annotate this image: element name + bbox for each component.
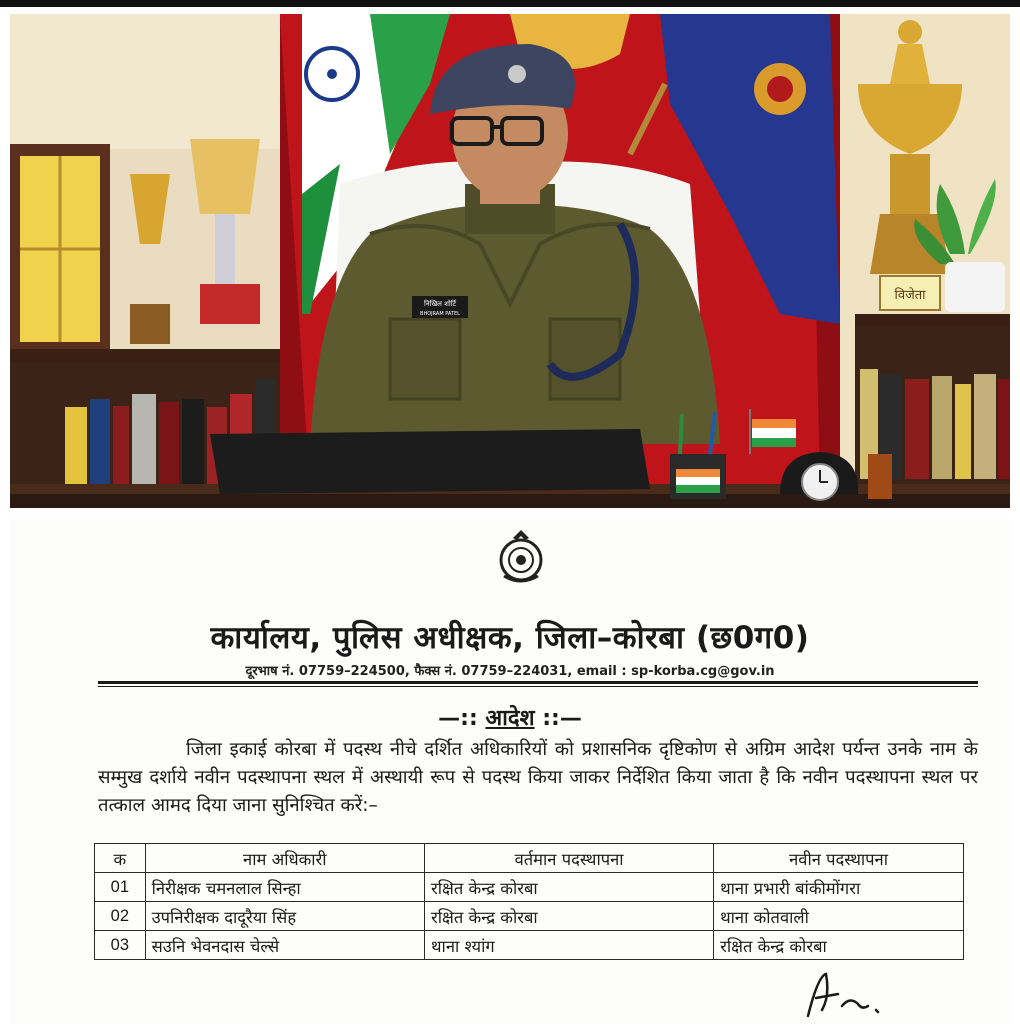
order-heading — [10, 702, 1010, 732]
table-row — [95, 931, 964, 960]
header-rule — [98, 681, 978, 684]
cell-new-posting: थाना प्रभारी बांकीमोंगरा — [714, 873, 964, 902]
contact-line: दूरभाष नं. 07759–224500, फैक्स नं. 07759–224031, email : sp-korba.cg@gov.in — [245, 664, 775, 679]
posting-table — [94, 843, 964, 960]
order-heading-left: —:: — [438, 706, 486, 731]
cell-serial: 03 — [95, 931, 146, 960]
office-title: कार्यालय, पुलिस अधीक्षक, जिला–कोरबा (छ0ग0) — [210, 620, 810, 656]
desk-ornament — [868, 454, 892, 499]
cell-serial: 02 — [95, 902, 146, 931]
header-serial: क — [95, 844, 146, 873]
order-body: जिला इकाई कोरबा में पदस्थ नीचे दर्शित अधिकारियों को प्रशासनिक दृष्टिकोण से अग्रिम आदेश पर्यन्त उनके नाम के सम्मुख दर्शाये नवीन पदस्थापना स्थल में अस्थायी रूप से पदस्थ किया जाकर निर्देशित किया जाता है कि नवीन पदस्थापना स्थल पर तत्काल आमद दिया जाना सुनिश्चित करें:– — [98, 739, 978, 816]
header-officer-name: नाम अधिकारी — [145, 844, 424, 873]
nameplate-line1: निखिल शोर्टि — [423, 300, 457, 308]
cell-new-posting: थाना कोतवाली — [714, 902, 964, 931]
trophy-plaque: विजेता — [894, 288, 926, 303]
order-document — [10, 518, 1010, 1024]
cell-new-posting: रक्षित केन्द्र कोरबा — [714, 931, 964, 960]
order-heading-right: ::— — [534, 706, 582, 731]
header-new-posting: नवीन पदस्थापना — [714, 844, 964, 873]
top-border — [0, 0, 1020, 7]
table-row — [95, 873, 964, 902]
cell-current-posting: थाना श्यांग — [425, 931, 714, 960]
cell-officer-name: सउनि भेवनदास चेल्से — [145, 931, 424, 960]
table-row — [95, 902, 964, 931]
desk-monitor — [210, 429, 650, 494]
order-heading-word: आदेश — [485, 706, 535, 731]
nameplate-line2: BHOJRAM PATEL — [420, 311, 460, 317]
header-current-posting: वर्तमान पदस्थापना — [425, 844, 714, 873]
header-rule-thin — [98, 686, 978, 687]
signature-icon — [798, 966, 888, 1026]
police-emblem-icon — [496, 528, 546, 584]
cell-officer-name: उपनिरीक्षक दादूरैया सिंह — [145, 902, 424, 931]
cell-serial: 01 — [95, 873, 146, 902]
table-header-row — [95, 844, 964, 873]
officer-photo — [10, 14, 1010, 508]
cell-current-posting: रक्षित केन्द्र कोरबा — [425, 902, 714, 931]
cell-current-posting: रक्षित केन्द्र कोरबा — [425, 873, 714, 902]
cell-officer-name: निरीक्षक चमनलाल सिन्हा — [145, 873, 424, 902]
